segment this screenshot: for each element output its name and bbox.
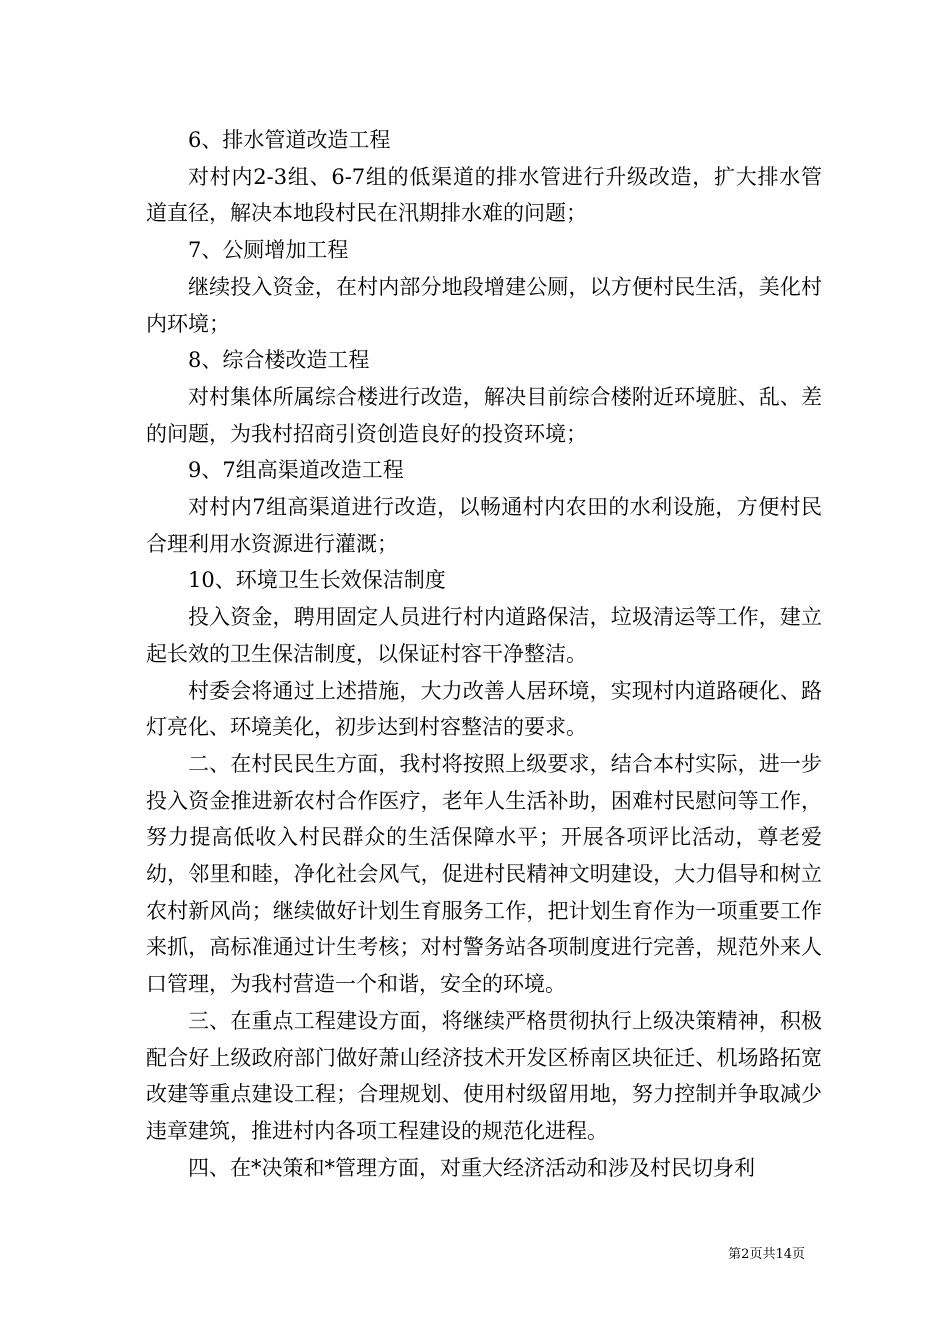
document-body — [146, 122, 822, 1186]
paragraph-summary: 村委会将通过上述措施，大力改善人居环境，实现村内道路硬化、路灯亮化、环境美化，初步达到村容整洁的要求。 — [146, 678, 822, 740]
paragraph-drainage: 对村内2-3组、6-7组的低渠道的排水管进行升级改造，扩大排水管道直径，解决本地段村民在汛期排水难的问题； — [146, 164, 822, 226]
paragraph-toilet: 继续投入资金，在村内部分地段增建公厕，以方便村民生活，美化村内环境； — [146, 274, 822, 336]
paragraph-sanitation: 投入资金，聘用固定人员进行村内道路保洁，垃圾清运等工作，建立起长效的卫生保洁制度，以保证村容干净整洁。 — [146, 605, 822, 666]
paragraph-building: 对村集体所属综合楼进行改造，解决目前综合楼附近环境脏、乱、差的问题，为我村招商引资创造良好的投资环境； — [146, 384, 822, 446]
heading-sanitation-system: 10、环境卫生长效保洁制度 — [188, 568, 446, 593]
paragraph-key-projects: 三、在重点工程建设方面，将继续严格贯彻执行上级决策精神，积极配合好上级政府部门做好萧山经济技术开发区桥南区块征迁、机场路拓宽改建等重点建设工程；合理规划、使用村级留用地，努力控制并争取减少违章建筑，推进村内各项工程建设的规范化进程。 — [146, 1008, 822, 1143]
paragraph-livelihood: 二、在村民民生方面，我村将按照上级要求，结合本村实际，进一步投入资金推进新农村合作医疗，老年人生活补助，困难村民慰问等工作，努力提高低收入村民群众的生活保障水平；开展各项评比活动，尊老爱幼，邻里和睦，净化社会风气，促进村民精神文明建设，大力倡导和树立农村新风尚；继续做好计划生育服务工作，把计划生育作为一项重要工作来抓，高标准通过计生考核；对村警务站各项制度进行完善，规范外来人口管理，为我村营造一个和谐，安全的环境。 — [146, 751, 822, 997]
heading-toilet-project: 7、公厕增加工程 — [188, 238, 349, 263]
heading-drainage-project: 6、排水管道改造工程 — [188, 128, 391, 152]
paragraph-canal: 对村内7组高渠道进行改造，以畅通村内农田的水利设施，方便村民合理利用水资源进行灌溉； — [146, 495, 822, 556]
paragraph-decision-management: 四、在*决策和*管理方面，对重大经济活动和涉及村民切身利 — [188, 1155, 755, 1180]
page-number-footer: 第2页共14页 — [728, 1247, 805, 1262]
heading-canal-project: 9、7组高渠道改造工程 — [188, 458, 404, 483]
heading-building-project: 8、综合楼改造工程 — [188, 348, 370, 373]
